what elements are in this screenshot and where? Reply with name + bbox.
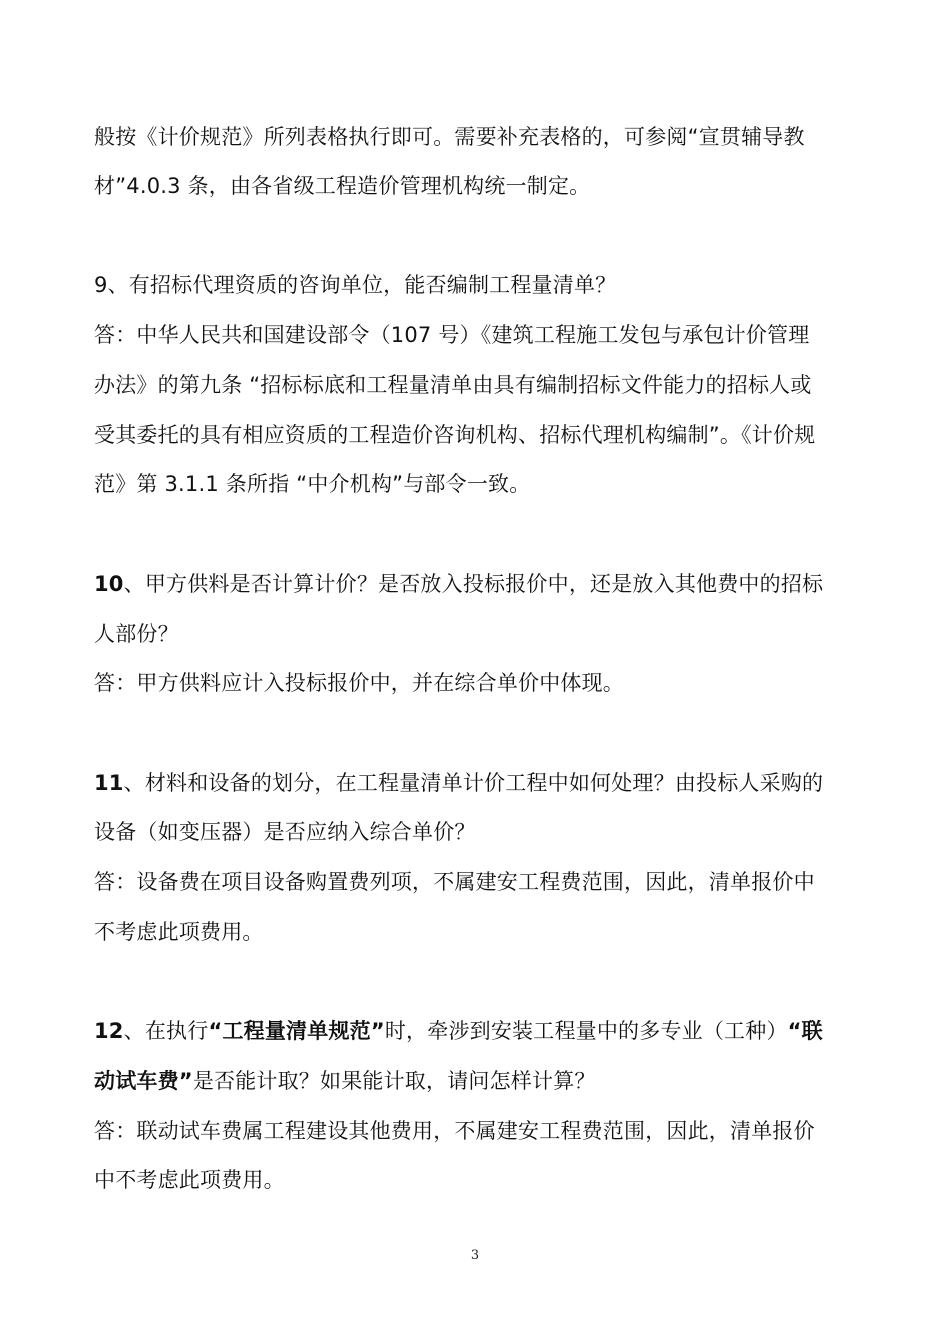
question-12-line-2 (94, 1066, 864, 1096)
question-12-text-a: 、在执行 (123, 1019, 209, 1043)
question-12-quote: “工程量清单规范” (208, 1019, 385, 1043)
question-11-line-2: 设备（如变压器）是否应纳入综合单价？ (94, 820, 476, 844)
question-12-number: 12 (94, 1019, 124, 1043)
question-12-quote-2: “联 (787, 1019, 823, 1043)
question-10-line-1 (94, 569, 864, 599)
question-10-number: 10 (94, 572, 124, 596)
intro-line-2: 材”4.0.3 条，由各省级工程造价管理机构统一制定。 (94, 174, 591, 198)
question-10-line-2: 人部份？ (94, 622, 179, 646)
question-9: 9、有招标代理资质的咨询单位，能否编制工程量清单？ (94, 273, 617, 297)
answer-9-line-2: 办法》的第九条 “招标标底和工程量清单由具有编制招标文件能力的招标人或 (94, 373, 812, 397)
question-12-text-b: 时，牵涉到安装工程量中的多专业（工种） (384, 1019, 788, 1043)
question-12-quote-2-end: 动试车费” (94, 1069, 193, 1093)
question-12-line-1 (94, 1016, 864, 1046)
answer-12-line-1: 答：联动试车费属工程建设其他费用，不属建安工程费范围，因此，清单报价 (94, 1119, 815, 1143)
answer-11-line-1: 答：设备费在项目设备购置费列项，不属建安工程费范围，因此，清单报价中 (94, 870, 815, 894)
answer-9-line-3: 受其委托的具有相应资质的工程造价咨询机构、招标代理机构编制”。《计价规 (94, 423, 816, 447)
question-11-line-1 (94, 768, 864, 798)
answer-10: 答：甲方供料应计入投标报价中，并在综合单价中体现。 (94, 671, 624, 695)
answer-9-line-1: 答：中华人民共和国建设部令（107 号）《建筑工程施工发包与承包计价管理 (94, 323, 810, 347)
answer-11-line-2: 不考虑此项费用。 (94, 920, 264, 944)
answer-12-line-2: 中不考虑此项费用。 (94, 1168, 285, 1192)
answer-9-line-4: 范》第 3.1.1 条所指 “中介机构”与部令一致。 (94, 472, 531, 496)
question-12-text-c: 是否能计取？如果能计取，请问怎样计算？ (192, 1069, 596, 1093)
intro-line-1: 般按《计价规范》所列表格执行即可。需要补充表格的，可参阅“宣贯辅导教 (94, 125, 805, 149)
question-11-number: 11 (94, 771, 124, 795)
question-11-text: 、材料和设备的划分，在工程量清单计价工程中如何处理？由投标人采购的 (123, 771, 824, 795)
page-number: 3 (470, 1248, 480, 1263)
question-10-text: 、甲方供料是否计算计价？是否放入投标报价中，还是放入其他费中的招标 (123, 572, 824, 596)
